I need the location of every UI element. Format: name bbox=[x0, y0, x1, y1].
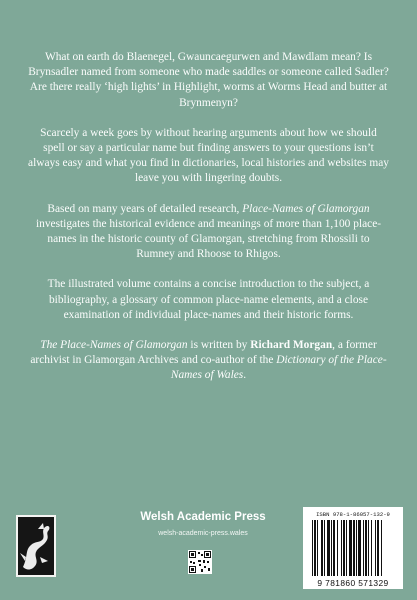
barcode-bar bbox=[331, 520, 332, 576]
barcode-bar bbox=[368, 520, 369, 576]
barcode-bar bbox=[381, 520, 382, 576]
barcode-bar bbox=[324, 520, 325, 576]
barcode-bar bbox=[317, 520, 318, 576]
barcode-bar bbox=[333, 520, 335, 576]
barcode-bar bbox=[321, 520, 323, 576]
barcode-bar bbox=[353, 520, 355, 576]
blurb-paragraph-3 bbox=[28, 202, 389, 263]
isbn-label: ISBN 978-1-86057-132-9 bbox=[316, 511, 390, 518]
book-title-italic: Place-Names of Glamorgan bbox=[242, 202, 370, 215]
dictionary-title: Dictionary of the Place-Names of Wales bbox=[170, 354, 387, 382]
barcode-bar bbox=[314, 520, 316, 576]
barcode-bar bbox=[343, 520, 345, 576]
barcode-bar bbox=[363, 520, 364, 576]
back-cover-blurb bbox=[28, 50, 389, 399]
barcode-bar bbox=[346, 520, 347, 576]
barcode-bar bbox=[341, 520, 342, 576]
blurb-paragraph-5 bbox=[28, 338, 389, 384]
blurb-p5-a: is written by bbox=[187, 339, 251, 352]
blurb-p3-intro: Based on many years of detailed research, bbox=[47, 202, 243, 215]
author-name: Richard Morgan bbox=[250, 339, 333, 352]
barcode-bar bbox=[371, 520, 372, 576]
barcode-bar bbox=[365, 520, 367, 576]
dragon-logo-icon bbox=[16, 515, 56, 577]
blurb-paragraph-4: The illustrated volume contains a concise introduction to the subject, a bibliography, a glossary of common place-name elements, and a close examination of individual place-names and their historic forms. bbox=[47, 278, 370, 321]
book-title-italic-2: The Place-Names of Glamorgan bbox=[40, 339, 188, 352]
barcode-bar bbox=[349, 520, 352, 576]
barcode-bar bbox=[337, 520, 338, 576]
publisher-website: welsh-academic-press.wales bbox=[158, 530, 248, 537]
blurb-p5-b: , a former archivist in Glamorgan Archives and co-author of the bbox=[30, 339, 377, 367]
blurb-p5-c: . bbox=[243, 369, 247, 382]
isbn-barcode bbox=[303, 507, 403, 589]
blurb-paragraph-2: Scarcely a week goes by without hearing arguments about how we should spell or say a particular name but finding answers to your questions isn’t always easy and what you find in dictionaries, local histories and websites may leave you with lingering doubts. bbox=[28, 126, 389, 185]
barcode-bar bbox=[356, 520, 357, 576]
barcode-bar bbox=[375, 520, 376, 576]
publisher-name: Welsh Academic Press bbox=[140, 511, 266, 523]
blurb-p3-rest: investigates the historical evidence and meanings of more than 1,100 place-names in the historic county of Glamorgan, stretching from Rhossili to Rumney and Rhoose to Rhigos. bbox=[35, 217, 382, 261]
barcode-bar bbox=[358, 520, 361, 576]
barcode-bars-icon bbox=[312, 520, 394, 576]
isbn-digits: 9 781860 571329 bbox=[317, 578, 389, 588]
barcode-bar bbox=[377, 520, 379, 576]
barcode-bar bbox=[312, 520, 313, 576]
barcode-bar bbox=[327, 520, 330, 576]
blurb-paragraph-1: What on earth do Blaenegel, Gwauncaegurwen and Mawdlam mean? Is Brynsadler named from someone who made saddles or someone called Sadler? Are there really ‘high lights’ in Highlight, worms at Worms Head and butter at Brynmenyn? bbox=[28, 51, 389, 109]
qr-code-icon bbox=[188, 550, 212, 574]
